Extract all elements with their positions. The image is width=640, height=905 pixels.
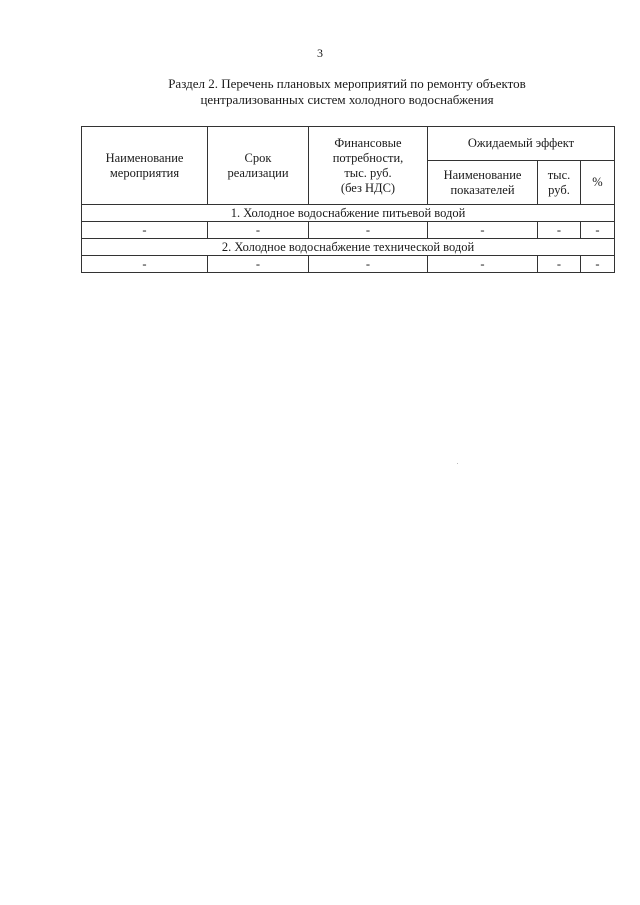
section-row-technical-water [82, 239, 615, 256]
table-cell: - [428, 222, 538, 239]
table-cell: - [82, 222, 208, 239]
table-cell: - [208, 256, 309, 273]
section-title-drinking-water: 1. Холодное водоснабжение питьевой водой [82, 205, 615, 222]
header-term: Срок реализации [208, 127, 309, 205]
header-measure-name: Наименование мероприятия [82, 127, 208, 205]
table-header-row [82, 127, 615, 161]
table-cell: - [208, 222, 309, 239]
table-cell: - [309, 256, 428, 273]
section-title [80, 76, 614, 108]
header-percent: % [581, 161, 615, 205]
table-cell: - [538, 222, 581, 239]
header-indicator-name: Наименование показателей [428, 161, 538, 205]
section-row-drinking-water [82, 205, 615, 222]
table-cell: - [581, 222, 615, 239]
table-cell: - [82, 256, 208, 273]
section-title-line-1: Раздел 2. Перечень плановых мероприятий по ремонту объектов [168, 76, 526, 91]
measures-table [81, 126, 615, 273]
header-finance: Финансовые потребности, тыс. руб. (без НДС) [309, 127, 428, 205]
section-title-technical-water: 2. Холодное водоснабжение технической водой [82, 239, 615, 256]
table-cell: - [581, 256, 615, 273]
table-cell: - [428, 256, 538, 273]
table-cell: - [538, 256, 581, 273]
header-expected-effect: Ожидаемый эффект [428, 127, 615, 161]
scan-speck [457, 463, 458, 464]
section-title-line-2: централизованных систем холодного водоснабжения [200, 92, 494, 107]
page-number: 3 [317, 46, 323, 60]
table-row [82, 256, 615, 273]
table-cell: - [309, 222, 428, 239]
table-row [82, 222, 615, 239]
header-thousand-rub: тыс. руб. [538, 161, 581, 205]
